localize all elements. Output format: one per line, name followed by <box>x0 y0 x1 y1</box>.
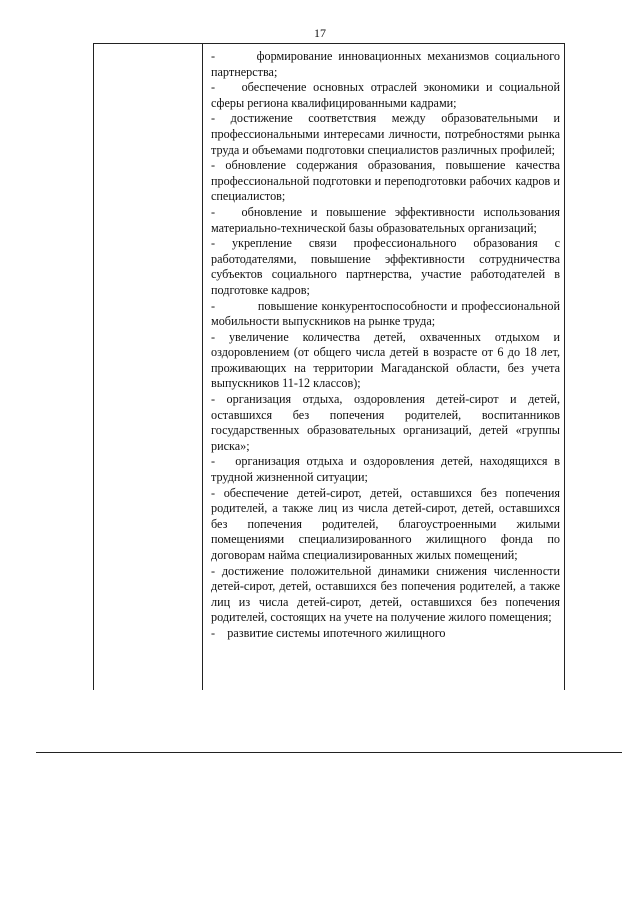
list-item: - достижение положительной динамики снижения численности детей-сирот, детей, оставшихся без попечения родителей, а также лиц из числа детей-сирот, детей, оставшихся без попечения родителей, состоящих на учете на получение жилого помещения; <box>211 563 560 625</box>
list-item: - увеличение количества детей, охваченных отдыхом и оздоровлением (от общего числа детей в возрасте от 6 до 18 лет, проживающих на территории Магаданской области, без учета выпускников 11-12 классов); <box>211 329 560 391</box>
list-item: - обновление и повышение эффективности использования материально-технической базы образовательных организаций; <box>211 204 560 235</box>
list-item: - обновление содержания образования, повышение качества профессиональной подготовки и переподготовки рабочих кадров и специалистов; <box>211 158 560 204</box>
list-item: - повышение конкурентоспособности и профессиональной мобильности выпускников на рынке труда; <box>211 298 560 329</box>
table-left-cell <box>94 44 203 690</box>
table-right-cell <box>203 44 564 690</box>
list-item: - формирование инновационных механизмов социального партнерства; <box>211 49 560 79</box>
list-item: - обеспечение основных отраслей экономики и социальной сферы региона квалифицированными кадрами; <box>211 80 560 110</box>
list-item: - достижение соответствия между образовательными и профессиональными интересами личности, потребностями рынка труда и объемами подготовки специалистов различных профилей; <box>211 111 560 157</box>
list-item: - обеспечение детей-сирот, детей, оставшихся без попечения родителей, а также лиц из числа детей-сирот, детей, оставшихся без попечения родителей, благоустроенными жилыми помещениями специализированного жилищного фонда по договорам найма специализированных жилых помещений; <box>211 485 560 562</box>
document-table <box>93 43 565 690</box>
footer-divider <box>36 752 622 753</box>
list-item: - укрепление связи профессионального образования с работодателями, повышение эффективности сотрудничества субъектов социального партнерства, участие работодателей в подготовке кадров; <box>211 236 560 297</box>
list-item: - организация отдыха и оздоровления детей, находящихся в трудной жизненной ситуации; <box>211 454 560 485</box>
page-number: 17 <box>314 26 326 40</box>
list-item: - развитие системы ипотечного жилищного <box>211 625 446 640</box>
list-item: - организация отдыха, оздоровления детей-сирот и детей, оставшихся без попечения родителей, воспитанников государственных образовательных организаций, детей «группы риска»; <box>211 392 560 453</box>
